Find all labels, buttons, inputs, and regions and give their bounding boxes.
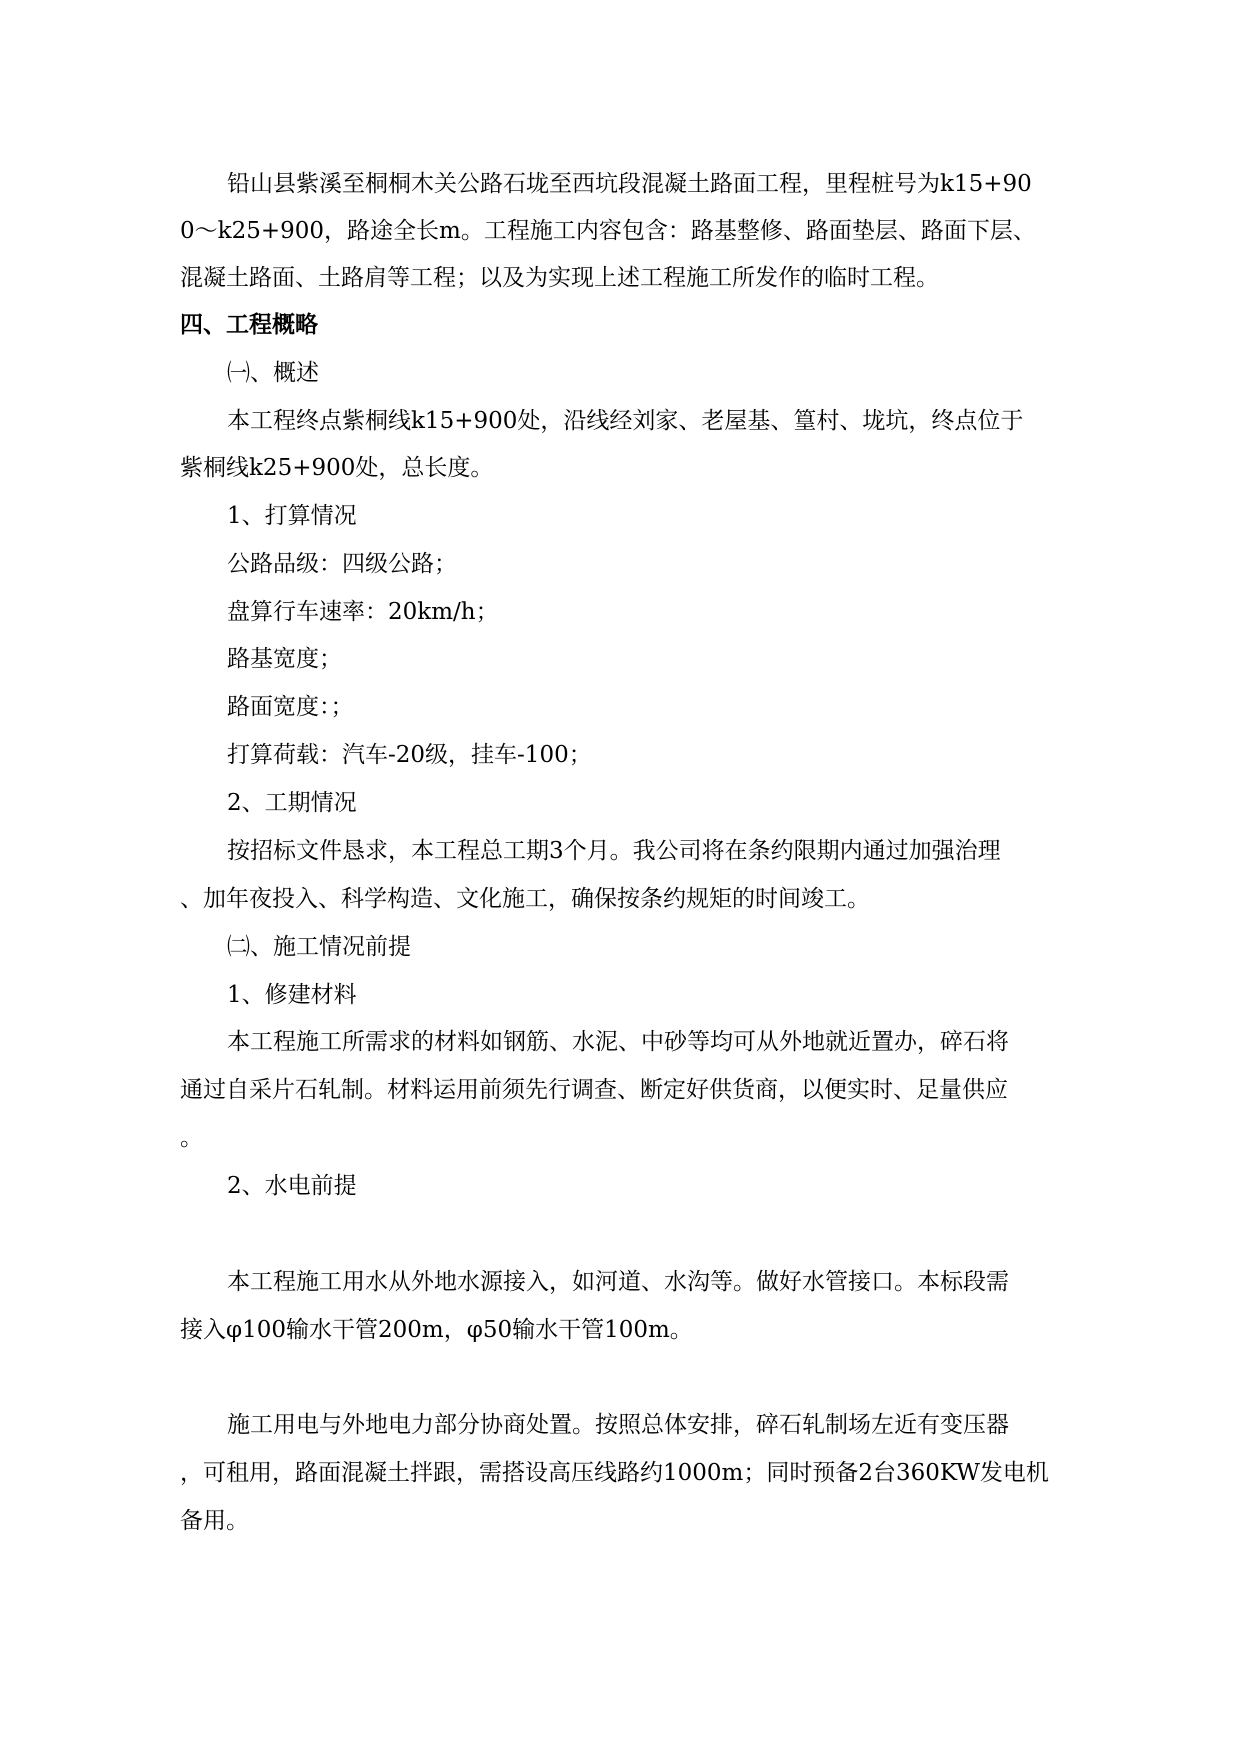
paragraph-line: 本工程施工所需求的材料如钢筋、水泥、中砂等均可从外地就近置办，碎石将 (227, 1029, 1009, 1055)
section-heading: 四、工程概略 (180, 311, 318, 338)
paragraph-line: 本工程终点紫桐线k15+900处，沿线经刘家、老屋基、篁村、垅坑，终点位于 (227, 408, 1024, 434)
paragraph-line: 、加年夜投入、科学构造、文化施工，确保按条约规矩的时间竣工。 (180, 886, 870, 912)
item-heading: 1、修建材料 (227, 982, 357, 1008)
subsection-heading: ㈠、概述 (227, 360, 319, 386)
paragraph-line: 。 (180, 1125, 203, 1151)
item-heading: 2、工期情况 (227, 790, 357, 816)
paragraph-line: 接入φ100输水干管200m，φ50输水干管100m。 (180, 1317, 693, 1343)
paragraph-line: 按招标文件恳求，本工程总工期3个月。我公司将在条约限期内通过加强治理 (227, 838, 1001, 864)
paragraph-line: 0～k25+900，路途全长m。工程施工内容包含：路基整修、路面垫层、路面下层、 (180, 218, 1036, 244)
spec-line: 公路品级：四级公路； (227, 551, 457, 577)
paragraph-line: 混凝土路面、土路肩等工程；以及为实现上述工程施工所发作的临时工程。 (180, 265, 939, 291)
paragraph-line: 施工用电与外地电力部分协商处置。按照总体安排，碎石轧制场左近有变压器 (227, 1412, 1009, 1438)
paragraph-line: 通过自采片石轧制。材料运用前须先行调查、断定好供货商，以便实时、足量供应 (180, 1077, 1008, 1103)
spec-line: 路基宽度； (227, 646, 342, 672)
subsection-heading: ㈡、施工情况前提 (227, 934, 411, 960)
paragraph-line: 备用。 (180, 1508, 249, 1534)
paragraph-line: 紫桐线k25+900处，总长度。 (180, 455, 494, 481)
paragraph-line: 铅山县紫溪至桐桐木关公路石垅至西坑段混凝土路面工程，里程桩号为k15+90 (227, 171, 1032, 197)
item-heading: 1、打算情况 (227, 503, 357, 529)
paragraph-line: 本工程施工用水从外地水源接入，如河道、水沟等。做好水管接口。本标段需 (227, 1269, 1009, 1295)
spec-line: 盘算行车速率：20km/h； (227, 599, 499, 625)
paragraph-line: ，可租用，路面混凝土拌跟，需搭设高压线路约1000m；同时预备2台360KW发电机 (180, 1460, 1049, 1486)
item-heading: 2、水电前提 (227, 1173, 357, 1199)
spec-line: 打算荷载：汽车-20级，挂车-100； (227, 742, 592, 768)
spec-line: 路面宽度：； (227, 694, 354, 720)
